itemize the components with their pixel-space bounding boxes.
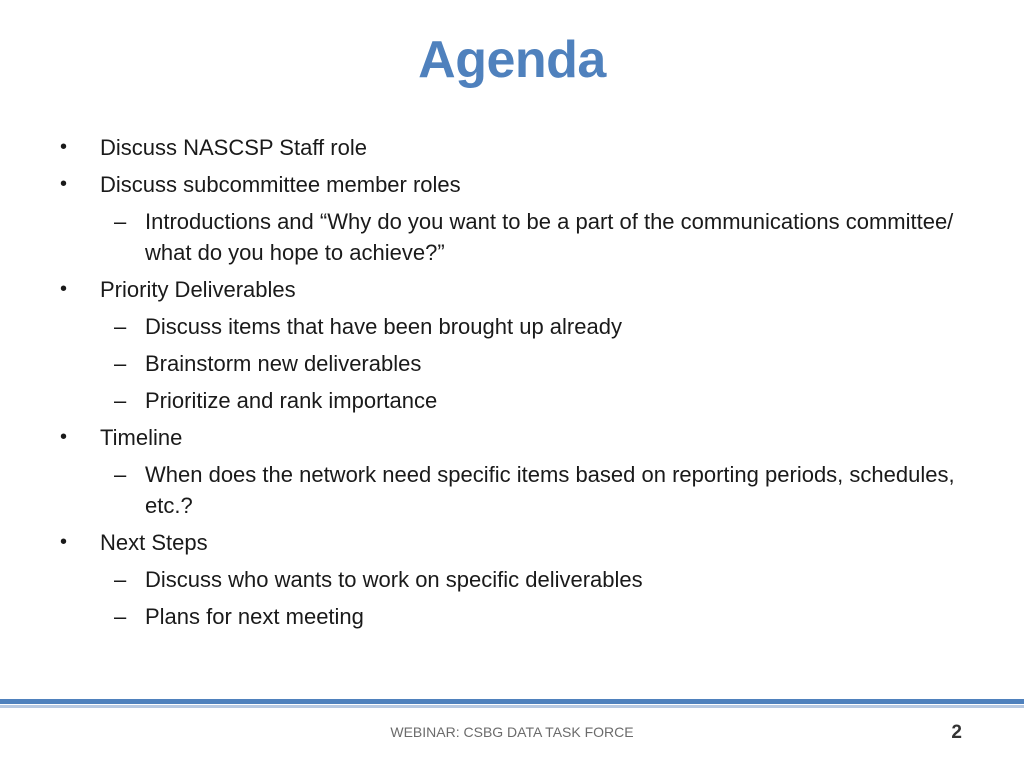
agenda-item <box>58 132 958 163</box>
agenda-item-text: Timeline <box>100 425 183 450</box>
slide-title: Agenda <box>418 31 606 89</box>
dash-icon: – <box>114 388 127 413</box>
agenda-subitem <box>58 311 958 342</box>
agenda-subitem <box>58 348 958 379</box>
agenda-subitem-text: Discuss who wants to work on specific deliverables <box>145 567 643 592</box>
agenda-subitem-text: Plans for next meeting <box>145 604 364 629</box>
agenda-subitem <box>58 601 958 632</box>
footer-divider <box>0 699 1024 704</box>
agenda-item <box>58 527 958 558</box>
bullet-icon: • <box>60 278 68 300</box>
page-number: 2 <box>951 722 962 743</box>
bullet-icon: • <box>60 531 68 553</box>
agenda-item-text: Discuss subcommittee member roles <box>100 172 461 197</box>
agenda-item <box>58 422 958 453</box>
agenda-subitem <box>58 564 958 595</box>
footer-text: WEBINAR: CSBG DATA TASK FORCE <box>390 724 634 740</box>
agenda-subitem <box>58 459 958 521</box>
bullet-icon: • <box>60 173 68 195</box>
agenda-item-text: Priority Deliverables <box>100 277 296 302</box>
agenda-item-text: Discuss NASCSP Staff role <box>100 135 367 160</box>
agenda-subitem-text: When does the network need specific items based on reporting periods, schedules, etc.? <box>145 462 955 518</box>
agenda-subitem <box>58 385 958 416</box>
dash-icon: – <box>114 604 127 629</box>
agenda-list <box>58 132 958 638</box>
dash-icon: – <box>114 209 127 234</box>
agenda-item <box>58 169 958 200</box>
dash-icon: – <box>114 567 127 592</box>
dash-icon: – <box>114 462 127 487</box>
dash-icon: – <box>114 351 127 376</box>
agenda-item-text: Next Steps <box>100 530 208 555</box>
agenda-item <box>58 274 958 305</box>
bullet-icon: • <box>60 426 68 448</box>
footer-divider-light <box>0 705 1024 708</box>
dash-icon: – <box>114 314 127 339</box>
agenda-subitem-text: Prioritize and rank importance <box>145 388 438 413</box>
agenda-subitem <box>58 206 958 268</box>
bullet-icon: • <box>60 136 68 158</box>
agenda-subitem-text: Introductions and “Why do you want to be a part of the communications committee/ what do you hope to achieve?” <box>145 209 954 265</box>
agenda-subitem-text: Brainstorm new deliverables <box>145 351 422 376</box>
agenda-subitem-text: Discuss items that have been brought up already <box>145 314 622 339</box>
